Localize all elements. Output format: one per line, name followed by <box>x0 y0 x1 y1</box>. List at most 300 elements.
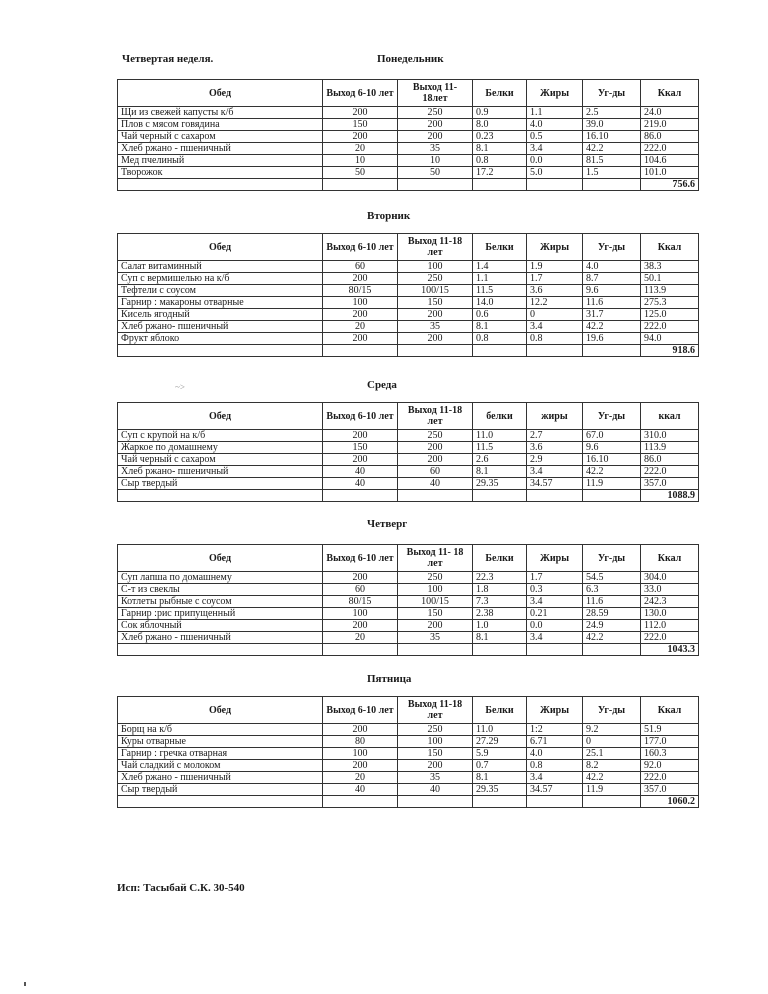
value-cell: 28.59 <box>583 608 641 620</box>
value-cell: 38.3 <box>641 261 699 273</box>
value-cell: 2.9 <box>527 454 583 466</box>
value-cell: 200 <box>323 760 398 772</box>
value-cell: 3.4 <box>527 466 583 478</box>
column-header: Жиры <box>527 697 583 724</box>
empty-cell <box>118 345 323 357</box>
value-cell: 250 <box>398 273 473 285</box>
value-cell: 3.6 <box>527 442 583 454</box>
value-cell: 100 <box>398 584 473 596</box>
value-cell: 1.1 <box>473 273 527 285</box>
value-cell: 1.4 <box>473 261 527 273</box>
value-cell: 112.0 <box>641 620 699 632</box>
value-cell: 200 <box>398 760 473 772</box>
dish-name: Чай сладкий с молоком <box>118 760 323 772</box>
value-cell: 200 <box>323 273 398 285</box>
value-cell: 150 <box>323 442 398 454</box>
total-row <box>118 345 699 357</box>
column-header: Выход 11-18 лет <box>398 403 473 430</box>
value-cell: 40 <box>398 784 473 796</box>
value-cell: 4.0 <box>527 748 583 760</box>
value-cell: 3.4 <box>527 321 583 333</box>
menu-table <box>117 544 699 656</box>
value-cell: 0.8 <box>473 333 527 345</box>
value-cell: 80 <box>323 736 398 748</box>
column-header: Обед <box>118 80 323 107</box>
value-cell: 222.0 <box>641 143 699 155</box>
value-cell: 150 <box>398 297 473 309</box>
value-cell: 1.1 <box>527 107 583 119</box>
value-cell: 0.9 <box>473 107 527 119</box>
value-cell: 200 <box>323 131 398 143</box>
value-cell: 3.4 <box>527 143 583 155</box>
table-row <box>118 454 699 466</box>
dish-name: Сок яблочный <box>118 620 323 632</box>
value-cell: 8.1 <box>473 321 527 333</box>
menu-table <box>117 696 699 808</box>
column-header: ккал <box>641 403 699 430</box>
column-header: Уг-ды <box>583 697 641 724</box>
dish-name: Суп с крупой на к/б <box>118 430 323 442</box>
value-cell: 34.57 <box>527 478 583 490</box>
value-cell: 11.6 <box>583 297 641 309</box>
value-cell: 304.0 <box>641 572 699 584</box>
value-cell: 104.6 <box>641 155 699 167</box>
column-header: Ккал <box>641 234 699 261</box>
value-cell: 3.6 <box>527 285 583 297</box>
value-cell: 33.0 <box>641 584 699 596</box>
value-cell: 200 <box>398 333 473 345</box>
value-cell: 0.23 <box>473 131 527 143</box>
table-row <box>118 748 699 760</box>
value-cell: 357.0 <box>641 478 699 490</box>
table-header-row <box>118 80 699 107</box>
value-cell: 60 <box>323 584 398 596</box>
empty-cell <box>473 644 527 656</box>
value-cell: 14.0 <box>473 297 527 309</box>
total-row <box>118 490 699 502</box>
column-header: Выход 6-10 лет <box>323 403 398 430</box>
value-cell: 100 <box>323 297 398 309</box>
empty-cell <box>583 179 641 191</box>
value-cell: 113.9 <box>641 285 699 297</box>
value-cell: 0.7 <box>473 760 527 772</box>
table-row <box>118 608 699 620</box>
value-cell: 275.3 <box>641 297 699 309</box>
empty-cell <box>118 796 323 808</box>
scan-artifact: ~> <box>175 382 185 392</box>
column-header: Белки <box>473 234 527 261</box>
column-header: Выход 6-10 лет <box>323 697 398 724</box>
dish-name: Гарнир : макароны отварные <box>118 297 323 309</box>
table-row <box>118 724 699 736</box>
dish-name: Щи из свежей капусты к/б <box>118 107 323 119</box>
value-cell: 40 <box>398 478 473 490</box>
menu-table <box>117 79 699 191</box>
value-cell: 250 <box>398 572 473 584</box>
value-cell: 200 <box>323 620 398 632</box>
value-cell: 0 <box>583 736 641 748</box>
value-cell: 50 <box>323 167 398 179</box>
dish-name: Сыр твердый <box>118 478 323 490</box>
empty-cell <box>527 644 583 656</box>
value-cell: 2.6 <box>473 454 527 466</box>
value-cell: 60 <box>323 261 398 273</box>
column-header: Ккал <box>641 697 699 724</box>
value-cell: 94.0 <box>641 333 699 345</box>
empty-cell <box>323 490 398 502</box>
value-cell: 310.0 <box>641 430 699 442</box>
value-cell: 222.0 <box>641 466 699 478</box>
table-row <box>118 596 699 608</box>
value-cell: 160.3 <box>641 748 699 760</box>
value-cell: 1.8 <box>473 584 527 596</box>
table-row <box>118 784 699 796</box>
dish-name: Котлеты рыбные с соусом <box>118 596 323 608</box>
table-row <box>118 167 699 179</box>
value-cell: 100 <box>323 748 398 760</box>
dish-name: Гарнир :рис припущенный <box>118 608 323 620</box>
value-cell: 11.5 <box>473 442 527 454</box>
empty-cell <box>323 796 398 808</box>
table-row <box>118 155 699 167</box>
dish-name: Куры отварные <box>118 736 323 748</box>
column-header: Жиры <box>527 545 583 572</box>
column-header: Уг-ды <box>583 234 641 261</box>
dish-name: Творожок <box>118 167 323 179</box>
value-cell: 0.3 <box>527 584 583 596</box>
dish-name: Хлеб ржано- пшеничный <box>118 321 323 333</box>
empty-cell <box>583 644 641 656</box>
value-cell: 100 <box>323 608 398 620</box>
value-cell: 200 <box>323 309 398 321</box>
day-title: Вторник <box>367 210 411 222</box>
value-cell: 42.2 <box>583 632 641 644</box>
value-cell: 200 <box>323 724 398 736</box>
value-cell: 222.0 <box>641 321 699 333</box>
value-cell: 100 <box>398 261 473 273</box>
value-cell: 20 <box>323 772 398 784</box>
value-cell: 35 <box>398 632 473 644</box>
value-cell: 4.0 <box>583 261 641 273</box>
value-cell: 2.38 <box>473 608 527 620</box>
value-cell: 113.9 <box>641 442 699 454</box>
table-header-row <box>118 234 699 261</box>
empty-cell <box>323 345 398 357</box>
value-cell: 92.0 <box>641 760 699 772</box>
page-heading <box>122 53 682 69</box>
empty-cell <box>583 490 641 502</box>
value-cell: 0.8 <box>527 760 583 772</box>
column-header: Ккал <box>641 80 699 107</box>
table-row <box>118 632 699 644</box>
value-cell: 12.2 <box>527 297 583 309</box>
value-cell: 200 <box>398 119 473 131</box>
value-cell: 200 <box>398 309 473 321</box>
column-header: Выход 11-18 лет <box>398 697 473 724</box>
total-kcal: 756.6 <box>641 179 699 191</box>
value-cell: 1.9 <box>527 261 583 273</box>
value-cell: 42.2 <box>583 772 641 784</box>
value-cell: 0.5 <box>527 131 583 143</box>
empty-cell <box>323 644 398 656</box>
value-cell: 357.0 <box>641 784 699 796</box>
empty-cell <box>473 179 527 191</box>
empty-cell <box>118 644 323 656</box>
value-cell: 150 <box>398 748 473 760</box>
value-cell: 1.7 <box>527 273 583 285</box>
monday-title: Понедельник <box>377 53 444 65</box>
value-cell: 100/15 <box>398 285 473 297</box>
value-cell: 27.29 <box>473 736 527 748</box>
value-cell: 16.10 <box>583 131 641 143</box>
dish-name: Мед пчелиный <box>118 155 323 167</box>
menu-table <box>117 233 699 357</box>
value-cell: 0.8 <box>527 333 583 345</box>
margin-mark <box>24 982 26 986</box>
value-cell: 39.0 <box>583 119 641 131</box>
value-cell: 42.2 <box>583 466 641 478</box>
empty-cell <box>398 179 473 191</box>
column-header: Выход 6-10 лет <box>323 234 398 261</box>
signature: Исп: Тасыбай С.К. 30-540 <box>117 882 245 894</box>
column-header: Жиры <box>527 80 583 107</box>
column-header: Уг-ды <box>583 545 641 572</box>
table-row <box>118 620 699 632</box>
dish-name: Сыр твердый <box>118 784 323 796</box>
total-kcal: 1088.9 <box>641 490 699 502</box>
value-cell: 8.0 <box>473 119 527 131</box>
table-row <box>118 131 699 143</box>
dish-name: Жаркое по домашнему <box>118 442 323 454</box>
value-cell: 35 <box>398 143 473 155</box>
dish-name: Суп с вермишелью на к/б <box>118 273 323 285</box>
value-cell: 200 <box>323 572 398 584</box>
value-cell: 100 <box>398 736 473 748</box>
table-header-row <box>118 403 699 430</box>
value-cell: 3.4 <box>527 632 583 644</box>
value-cell: 219.0 <box>641 119 699 131</box>
value-cell: 60 <box>398 466 473 478</box>
value-cell: 24.0 <box>641 107 699 119</box>
empty-cell <box>473 796 527 808</box>
value-cell: 29.35 <box>473 784 527 796</box>
empty-cell <box>323 179 398 191</box>
total-row <box>118 179 699 191</box>
value-cell: 125.0 <box>641 309 699 321</box>
value-cell: 35 <box>398 321 473 333</box>
value-cell: 8.1 <box>473 632 527 644</box>
value-cell: 242.3 <box>641 596 699 608</box>
value-cell: 22.3 <box>473 572 527 584</box>
table-header-row <box>118 545 699 572</box>
value-cell: 130.0 <box>641 608 699 620</box>
value-cell: 51.9 <box>641 724 699 736</box>
dish-name: Борщ на к/б <box>118 724 323 736</box>
value-cell: 100/15 <box>398 596 473 608</box>
value-cell: 250 <box>398 724 473 736</box>
value-cell: 0 <box>527 309 583 321</box>
value-cell: 6.71 <box>527 736 583 748</box>
empty-cell <box>473 490 527 502</box>
table-row <box>118 333 699 345</box>
table-row <box>118 143 699 155</box>
value-cell: 0.6 <box>473 309 527 321</box>
value-cell: 54.5 <box>583 572 641 584</box>
value-cell: 3.4 <box>527 772 583 784</box>
value-cell: 6.3 <box>583 584 641 596</box>
value-cell: 11.0 <box>473 430 527 442</box>
table-row <box>118 584 699 596</box>
dish-name: Фрукт яблоко <box>118 333 323 345</box>
value-cell: 9.6 <box>583 285 641 297</box>
dish-name: Хлеб ржано- пшеничный <box>118 466 323 478</box>
table-row <box>118 430 699 442</box>
day-title: Среда <box>367 379 397 391</box>
dish-name: Кисель ягодный <box>118 309 323 321</box>
total-kcal: 1043.3 <box>641 644 699 656</box>
table-row <box>118 285 699 297</box>
empty-cell <box>527 490 583 502</box>
value-cell: 0.0 <box>527 620 583 632</box>
column-header: Белки <box>473 545 527 572</box>
value-cell: 1.5 <box>583 167 641 179</box>
column-header: Уг-ды <box>583 80 641 107</box>
dish-name: Тефтели с соусом <box>118 285 323 297</box>
table-row <box>118 261 699 273</box>
value-cell: 200 <box>398 454 473 466</box>
value-cell: 34.57 <box>527 784 583 796</box>
table-row <box>118 478 699 490</box>
table-row <box>118 572 699 584</box>
value-cell: 4.0 <box>527 119 583 131</box>
value-cell: 0.0 <box>527 155 583 167</box>
value-cell: 86.0 <box>641 454 699 466</box>
value-cell: 9.6 <box>583 442 641 454</box>
dish-name: Хлеб ржано - пшеничный <box>118 772 323 784</box>
value-cell: 177.0 <box>641 736 699 748</box>
table-row <box>118 107 699 119</box>
value-cell: 81.5 <box>583 155 641 167</box>
value-cell: 200 <box>398 442 473 454</box>
value-cell: 29.35 <box>473 478 527 490</box>
value-cell: 19.6 <box>583 333 641 345</box>
value-cell: 3.4 <box>527 596 583 608</box>
dish-name: Чай черный с сахаром <box>118 131 323 143</box>
value-cell: 25.1 <box>583 748 641 760</box>
column-header: Выход 6-10 лет <box>323 545 398 572</box>
table-row <box>118 321 699 333</box>
value-cell: 150 <box>323 119 398 131</box>
table-row <box>118 760 699 772</box>
empty-cell <box>118 179 323 191</box>
value-cell: 67.0 <box>583 430 641 442</box>
empty-cell <box>527 796 583 808</box>
value-cell: 200 <box>323 107 398 119</box>
column-header: Обед <box>118 697 323 724</box>
value-cell: 16.10 <box>583 454 641 466</box>
table-row <box>118 119 699 131</box>
total-kcal: 1060.2 <box>641 796 699 808</box>
menu-table <box>117 402 699 502</box>
empty-cell <box>527 179 583 191</box>
table-row <box>118 442 699 454</box>
value-cell: 11.0 <box>473 724 527 736</box>
day-title: Пятница <box>367 673 412 685</box>
value-cell: 200 <box>323 454 398 466</box>
value-cell: 20 <box>323 632 398 644</box>
value-cell: 86.0 <box>641 131 699 143</box>
value-cell: 80/15 <box>323 285 398 297</box>
value-cell: 1.0 <box>473 620 527 632</box>
value-cell: 24.9 <box>583 620 641 632</box>
column-header: Выход 11- 18 лет <box>398 545 473 572</box>
empty-cell <box>398 345 473 357</box>
empty-cell <box>398 796 473 808</box>
empty-cell <box>473 345 527 357</box>
column-header: Обед <box>118 234 323 261</box>
total-row <box>118 796 699 808</box>
value-cell: 35 <box>398 772 473 784</box>
value-cell: 42.2 <box>583 143 641 155</box>
value-cell: 0.21 <box>527 608 583 620</box>
value-cell: 42.2 <box>583 321 641 333</box>
column-header: Обед <box>118 545 323 572</box>
value-cell: 8.1 <box>473 143 527 155</box>
table-row <box>118 772 699 784</box>
empty-cell <box>398 644 473 656</box>
value-cell: 200 <box>398 620 473 632</box>
value-cell: 11.5 <box>473 285 527 297</box>
dish-name: Чай черный с сахаром <box>118 454 323 466</box>
value-cell: 9.2 <box>583 724 641 736</box>
value-cell: 40 <box>323 478 398 490</box>
dish-name: С-т из свеклы <box>118 584 323 596</box>
value-cell: 200 <box>323 430 398 442</box>
value-cell: 250 <box>398 430 473 442</box>
total-row <box>118 644 699 656</box>
value-cell: 40 <box>323 466 398 478</box>
column-header: Ккал <box>641 545 699 572</box>
value-cell: 50 <box>398 167 473 179</box>
dish-name: Салат витаминный <box>118 261 323 273</box>
value-cell: 40 <box>323 784 398 796</box>
dish-name: Хлеб ржано - пшеничный <box>118 143 323 155</box>
column-header: Обед <box>118 403 323 430</box>
column-header: Выход 11-18лет <box>398 80 473 107</box>
value-cell: 11.9 <box>583 784 641 796</box>
value-cell: 8.2 <box>583 760 641 772</box>
table-row <box>118 466 699 478</box>
total-kcal: 918.6 <box>641 345 699 357</box>
column-header: Выход 6-10 лет <box>323 80 398 107</box>
table-row <box>118 273 699 285</box>
dish-name: Гарнир : гречка отварная <box>118 748 323 760</box>
empty-cell <box>583 796 641 808</box>
value-cell: 8.1 <box>473 772 527 784</box>
day-title: Четверг <box>367 518 408 530</box>
week-title: Четвертая неделя. <box>122 53 214 65</box>
column-header: Уг-ды <box>583 403 641 430</box>
table-row <box>118 736 699 748</box>
value-cell: 2.7 <box>527 430 583 442</box>
table-row <box>118 297 699 309</box>
value-cell: 200 <box>323 333 398 345</box>
empty-cell <box>527 345 583 357</box>
column-header: Белки <box>473 697 527 724</box>
value-cell: 10 <box>323 155 398 167</box>
empty-cell <box>398 490 473 502</box>
table-row <box>118 309 699 321</box>
